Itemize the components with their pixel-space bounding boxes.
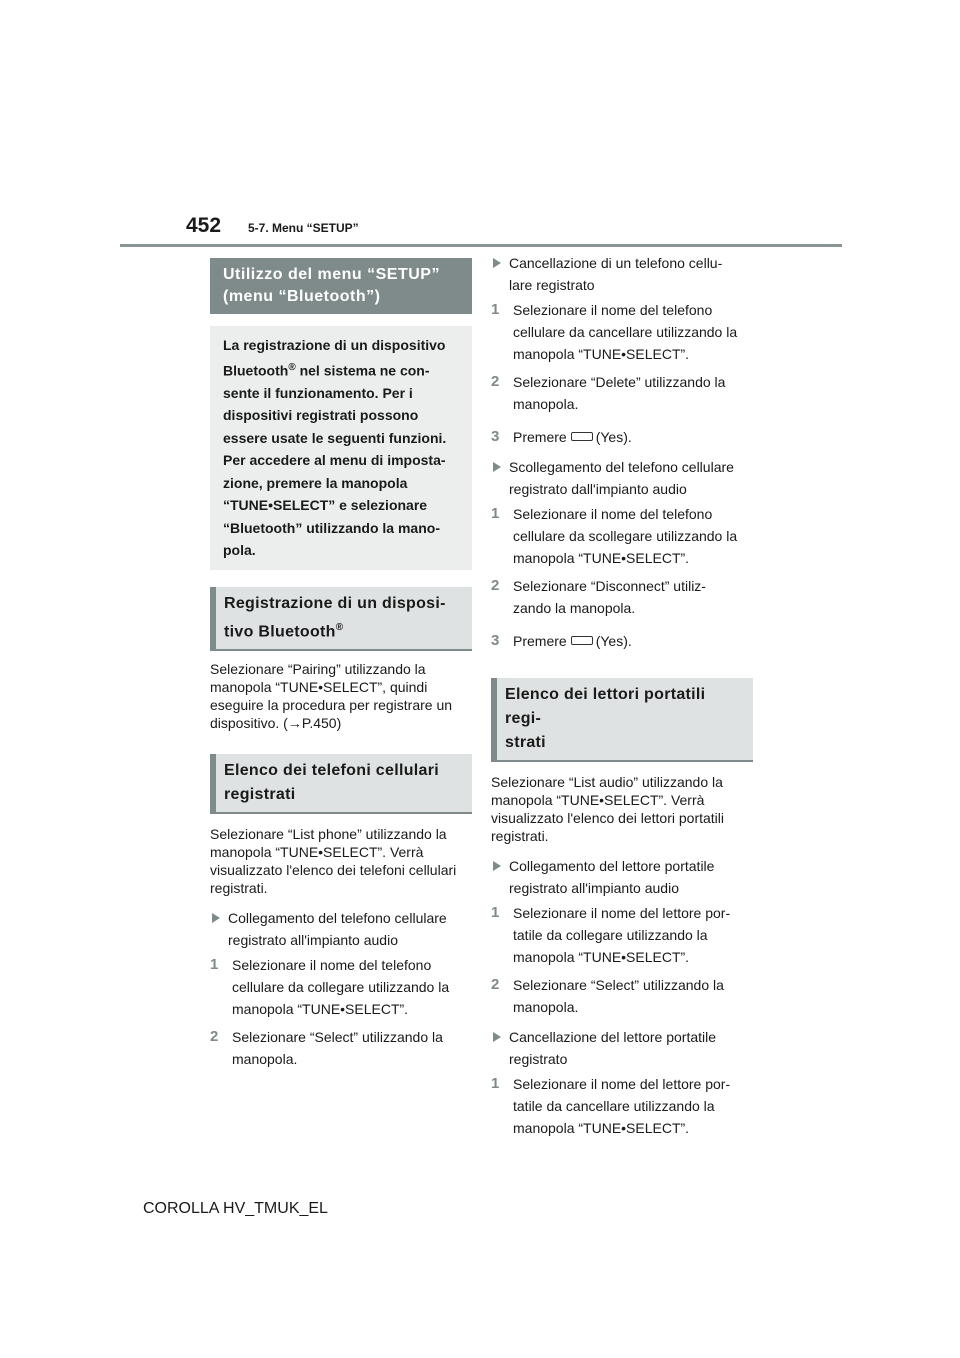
step-line: manopola “TUNE•SELECT”. xyxy=(232,1000,409,1017)
intro-line: dispositivi registrati possono xyxy=(223,407,419,424)
step-line: Selezionare il nome del telefono xyxy=(232,956,432,973)
left-column xyxy=(210,258,472,1070)
registration-heading-line1: Registrazione di un disposi- xyxy=(224,594,446,612)
intro-line-rest: nel sistema ne con- xyxy=(295,362,430,379)
step-item xyxy=(491,575,753,619)
step-item xyxy=(210,954,472,1020)
step-line: manopola. xyxy=(513,999,579,1015)
step-number: 1 xyxy=(491,301,500,318)
step-line: Selezionare “Disconnect” utiliz- xyxy=(513,578,706,594)
bullet-line: registrato xyxy=(509,1051,568,1067)
bullet-line: Scollegamento del telefono cellulare xyxy=(509,459,734,475)
step-line: manopola “TUNE•SELECT”. xyxy=(513,346,690,362)
page-ref-link[interactable]: P.450) xyxy=(301,714,342,731)
triangle-bullet-icon xyxy=(493,1032,501,1042)
step-text: Premere xyxy=(513,429,567,445)
bullet-line: registrato dall'impianto audio xyxy=(509,481,687,497)
step-text: (Yes). xyxy=(595,633,632,649)
players-heading xyxy=(491,678,753,762)
step-item xyxy=(491,426,753,448)
registration-heading-line2: tivo Bluetooth xyxy=(224,622,336,640)
bullet-line: registrato all'impianto audio xyxy=(509,880,679,896)
registration-heading-line2-wrap xyxy=(224,616,464,644)
step-line: Selezionare il nome del lettore por- xyxy=(513,905,731,921)
step-line: Selezionare “Select” utilizzando la xyxy=(232,1028,443,1045)
step-line: cellulare da scollegare utilizzando la xyxy=(513,528,738,544)
yes-key-icon xyxy=(571,636,593,645)
phones-paragraph: Selezionare “List phone” utilizzando la manopola “TUNE•SELECT”. Verrà visualizzato l'elenco dei telefoni cellulari registrati. xyxy=(210,825,457,896)
step-line: manopola. xyxy=(232,1050,298,1067)
intro-bluetooth: Bluetooth xyxy=(223,362,289,379)
step-line: Selezionare il nome del telefono xyxy=(513,302,713,318)
step-line: cellulare da cancellare utilizzando la xyxy=(513,324,738,340)
step-line: manopola. xyxy=(513,396,579,412)
bullet-line: Cancellazione del lettore portatile xyxy=(509,1029,717,1045)
step-item xyxy=(491,974,753,1018)
intro-line: La registrazione di un dispositivo xyxy=(223,337,446,353)
intro-line: pola. xyxy=(223,542,256,559)
step-number: 1 xyxy=(491,505,500,522)
intro-box xyxy=(210,326,472,570)
intro-line: sente il funzionamento. Per i xyxy=(223,384,413,401)
step-line: tatile da cancellare utilizzando la xyxy=(513,1098,715,1114)
step-number: 2 xyxy=(491,577,500,594)
page-ref-arrow: → xyxy=(287,714,302,731)
triangle-bullet-icon xyxy=(493,462,501,472)
step-line: manopola “TUNE•SELECT”. xyxy=(513,949,690,965)
main-heading-line1: Utilizzo del menu “SETUP” xyxy=(223,266,440,283)
triangle-bullet-icon xyxy=(212,913,220,923)
players-paragraph: Selezionare “List audio” utilizzando la manopola “TUNE•SELECT”. Verrà visualizzato l'elenco dei lettori portatili registrati. xyxy=(491,774,725,844)
main-heading xyxy=(210,258,472,314)
registration-heading xyxy=(210,587,472,651)
intro-line: “Bluetooth” utilizzando la mano- xyxy=(223,519,440,536)
intro-line: “TUNE•SELECT” e selezionare xyxy=(223,497,428,514)
step-item xyxy=(491,630,753,652)
step-item xyxy=(491,902,753,968)
step-text: Premere xyxy=(513,633,567,649)
step-line: Selezionare “Delete” utilizzando la xyxy=(513,374,726,390)
phones-heading-line2: registrati xyxy=(224,785,296,803)
players-heading-line1: Elenco dei lettori portatili regi- xyxy=(505,686,706,727)
step-number: 3 xyxy=(491,428,500,445)
step-number: 2 xyxy=(491,976,500,993)
header-divider xyxy=(120,244,842,247)
step-number: 2 xyxy=(491,373,500,390)
step-item xyxy=(491,1073,753,1139)
bullet-line: lare registrato xyxy=(509,277,595,293)
section-title: 5-7. Menu “SETUP” xyxy=(248,221,359,235)
intro-line: Per accedere al menu di imposta- xyxy=(223,452,446,469)
connect-player-bullet xyxy=(491,855,753,899)
step-number: 3 xyxy=(491,632,500,649)
intro-line xyxy=(223,357,462,382)
step-item xyxy=(491,503,753,569)
step-item xyxy=(491,371,753,415)
step-item xyxy=(491,299,753,365)
step-number: 1 xyxy=(491,904,500,921)
delete-phone-bullet xyxy=(491,252,753,296)
main-heading-line2: (menu “Bluetooth”) xyxy=(223,288,381,305)
registration-paragraph xyxy=(210,660,472,732)
phones-heading xyxy=(210,754,472,814)
step-text: (Yes). xyxy=(595,429,632,445)
bullet-line: Collegamento del lettore portatile xyxy=(509,858,715,874)
bullet-line: Cancellazione di un telefono cellu- xyxy=(509,255,723,271)
connect-phone-bullet xyxy=(210,907,472,951)
yes-key-icon xyxy=(571,432,593,441)
step-line: Selezionare il nome del telefono xyxy=(513,506,713,522)
page-number: 452 xyxy=(186,214,222,237)
players-heading-line2: strati xyxy=(505,734,546,751)
step-line: manopola “TUNE•SELECT”. xyxy=(513,1120,690,1136)
right-column xyxy=(491,252,753,1139)
triangle-bullet-icon xyxy=(493,258,501,268)
intro-line: zione, premere la manopola xyxy=(223,474,408,491)
step-line: Selezionare il nome del lettore por- xyxy=(513,1076,731,1092)
step-number: 2 xyxy=(210,1027,219,1045)
step-line: cellulare da collegare utilizzando la xyxy=(232,978,450,995)
registration-text: Selezionare “Pairing” utilizzando la manopola “TUNE•SELECT”, quindi eseguire la procedura per registrare un dispositivo. ( xyxy=(210,660,453,731)
step-line: Selezionare “Select” utilizzando la xyxy=(513,977,724,993)
registered-mark: ® xyxy=(288,361,296,373)
footer-model: COROLLA HV_TMUK_EL xyxy=(143,1200,328,1217)
bullet-line: Collegamento del telefono cellulare xyxy=(228,909,447,926)
step-line: zando la manopola. xyxy=(513,600,636,616)
step-line: manopola “TUNE•SELECT”. xyxy=(513,550,690,566)
step-number: 1 xyxy=(210,955,219,973)
intro-line: essere usate le seguenti funzioni. xyxy=(223,429,447,446)
phones-heading-line1: Elenco dei telefoni cellulari xyxy=(224,761,439,779)
triangle-bullet-icon xyxy=(493,861,501,871)
step-item xyxy=(210,1026,472,1070)
step-line: tatile da collegare utilizzando la xyxy=(513,927,708,943)
registered-mark: ® xyxy=(335,621,344,633)
delete-player-bullet xyxy=(491,1026,753,1070)
disconnect-phone-bullet xyxy=(491,456,753,500)
bullet-line: registrato all'impianto audio xyxy=(228,931,398,948)
step-number: 1 xyxy=(491,1075,500,1092)
